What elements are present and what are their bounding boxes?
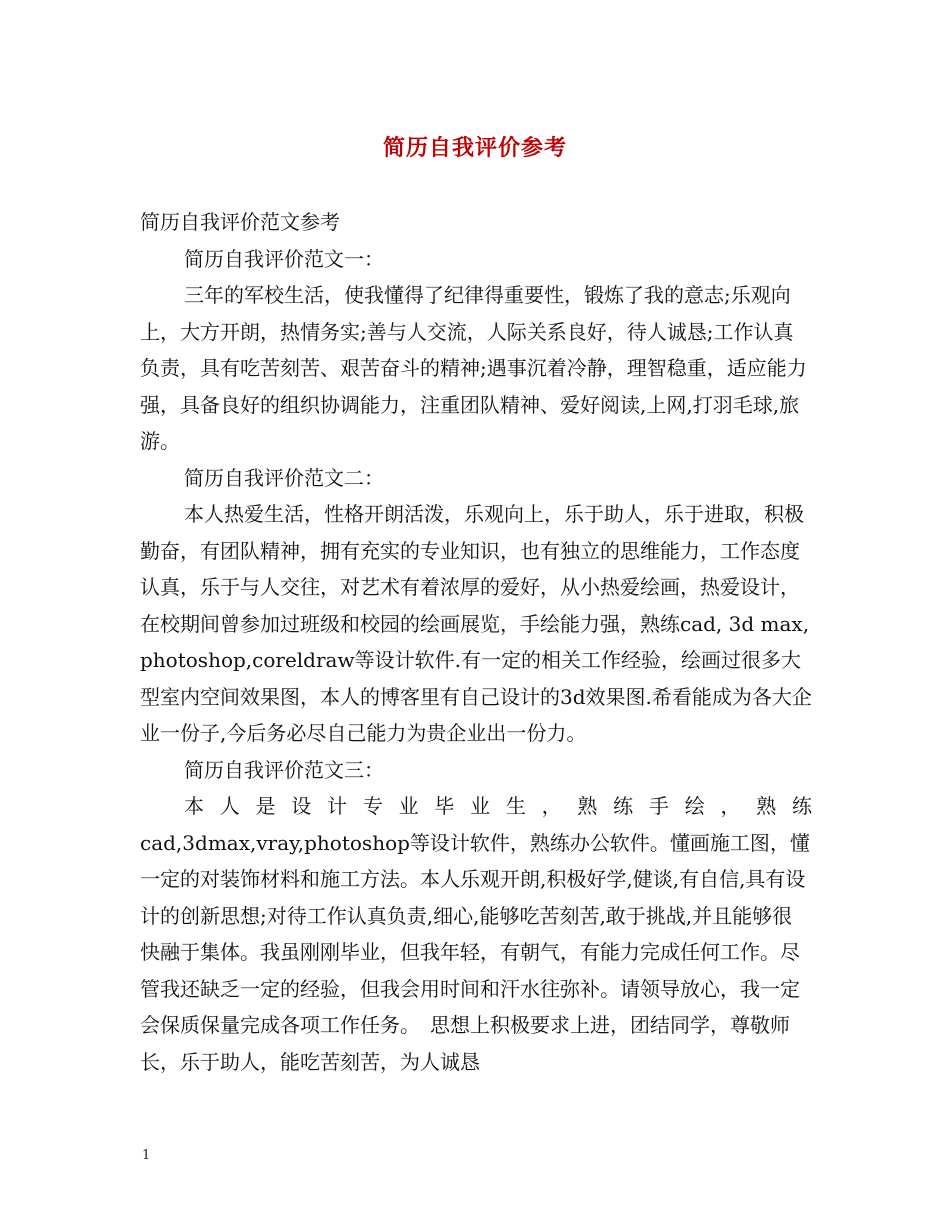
document-title: 简历自我评价参考: [382, 135, 567, 161]
section-1-heading: 简历自我评价范文一：: [184, 246, 384, 271]
section-3-heading: 简历自我评价范文三：: [184, 757, 384, 782]
section-3-paragraph: cad,3dmax,vray,photoshop等设计软件，熟练办公软件。懂画施工图，懂一定的对装饰材料和施工方法。本人乐观开朗,积极好学,健谈,有自信,具有设计的创新思想;对待工作认真负责,细心,能够吃苦刻苦,敢于挑战,并且能够很快融于集体。我虽刚刚毕业，但我年轻，有朝气，有能力完成任何工作。尽管我还缺乏一定的经验，但我会用时间和汗水往弥补。请领导放心，我一定会保质保量完成各项工作任务。 思想上积极要求上进，团结同学，尊敬师长，乐于助人，能吃苦刻苦，为人诚恳: [140, 830, 810, 1074]
document-body: [140, 204, 812, 1080]
intro-line: 简历自我评价范文参考: [140, 210, 340, 234]
page-number: 1: [142, 1148, 151, 1163]
section-2-paragraph: 本人热爱生活，性格开朗活泼，乐观向上，乐于助人，乐于进取，积极勤奋，有团队精神，拥有充实的专业知识，也有独立的思维能力，工作态度认真，乐于与人交往，对艺术有着浓厚的爱好，从小热爱绘画，热爱设计，在校期间曾参加过班级和校园的绘画展览，手绘能力强，熟练cad, 3d max, photoshop,coreldraw等设计软件.有一定的相关工作经验，绘画过很多大型室内空间效果图，本人的博客里有自己设计的3d效果图.希看能成为各大企业一份子,今后务必尽自己能力为贵企业出一份力。: [140, 502, 812, 745]
section-2-heading: 简历自我评价范文二：: [184, 465, 384, 490]
section-1-paragraph: 三年的军校生活，使我懂得了纪律得重要性，锻炼了我的意志;乐观向上，大方开朗，热情务实;善与人交流，人际关系良好，待人诚恳;工作认真负责，具有吃苦刻苦、艰苦奋斗的精神;遇事沉着冷静，理智稳重，适应能力强，具备良好的组织协调能力，注重团队精神、爱好阅读,上网,打羽毛球,旅游。: [140, 283, 807, 453]
section-3-first-line: 本人是设计专业毕业生，熟练手绘，熟练: [184, 794, 812, 818]
